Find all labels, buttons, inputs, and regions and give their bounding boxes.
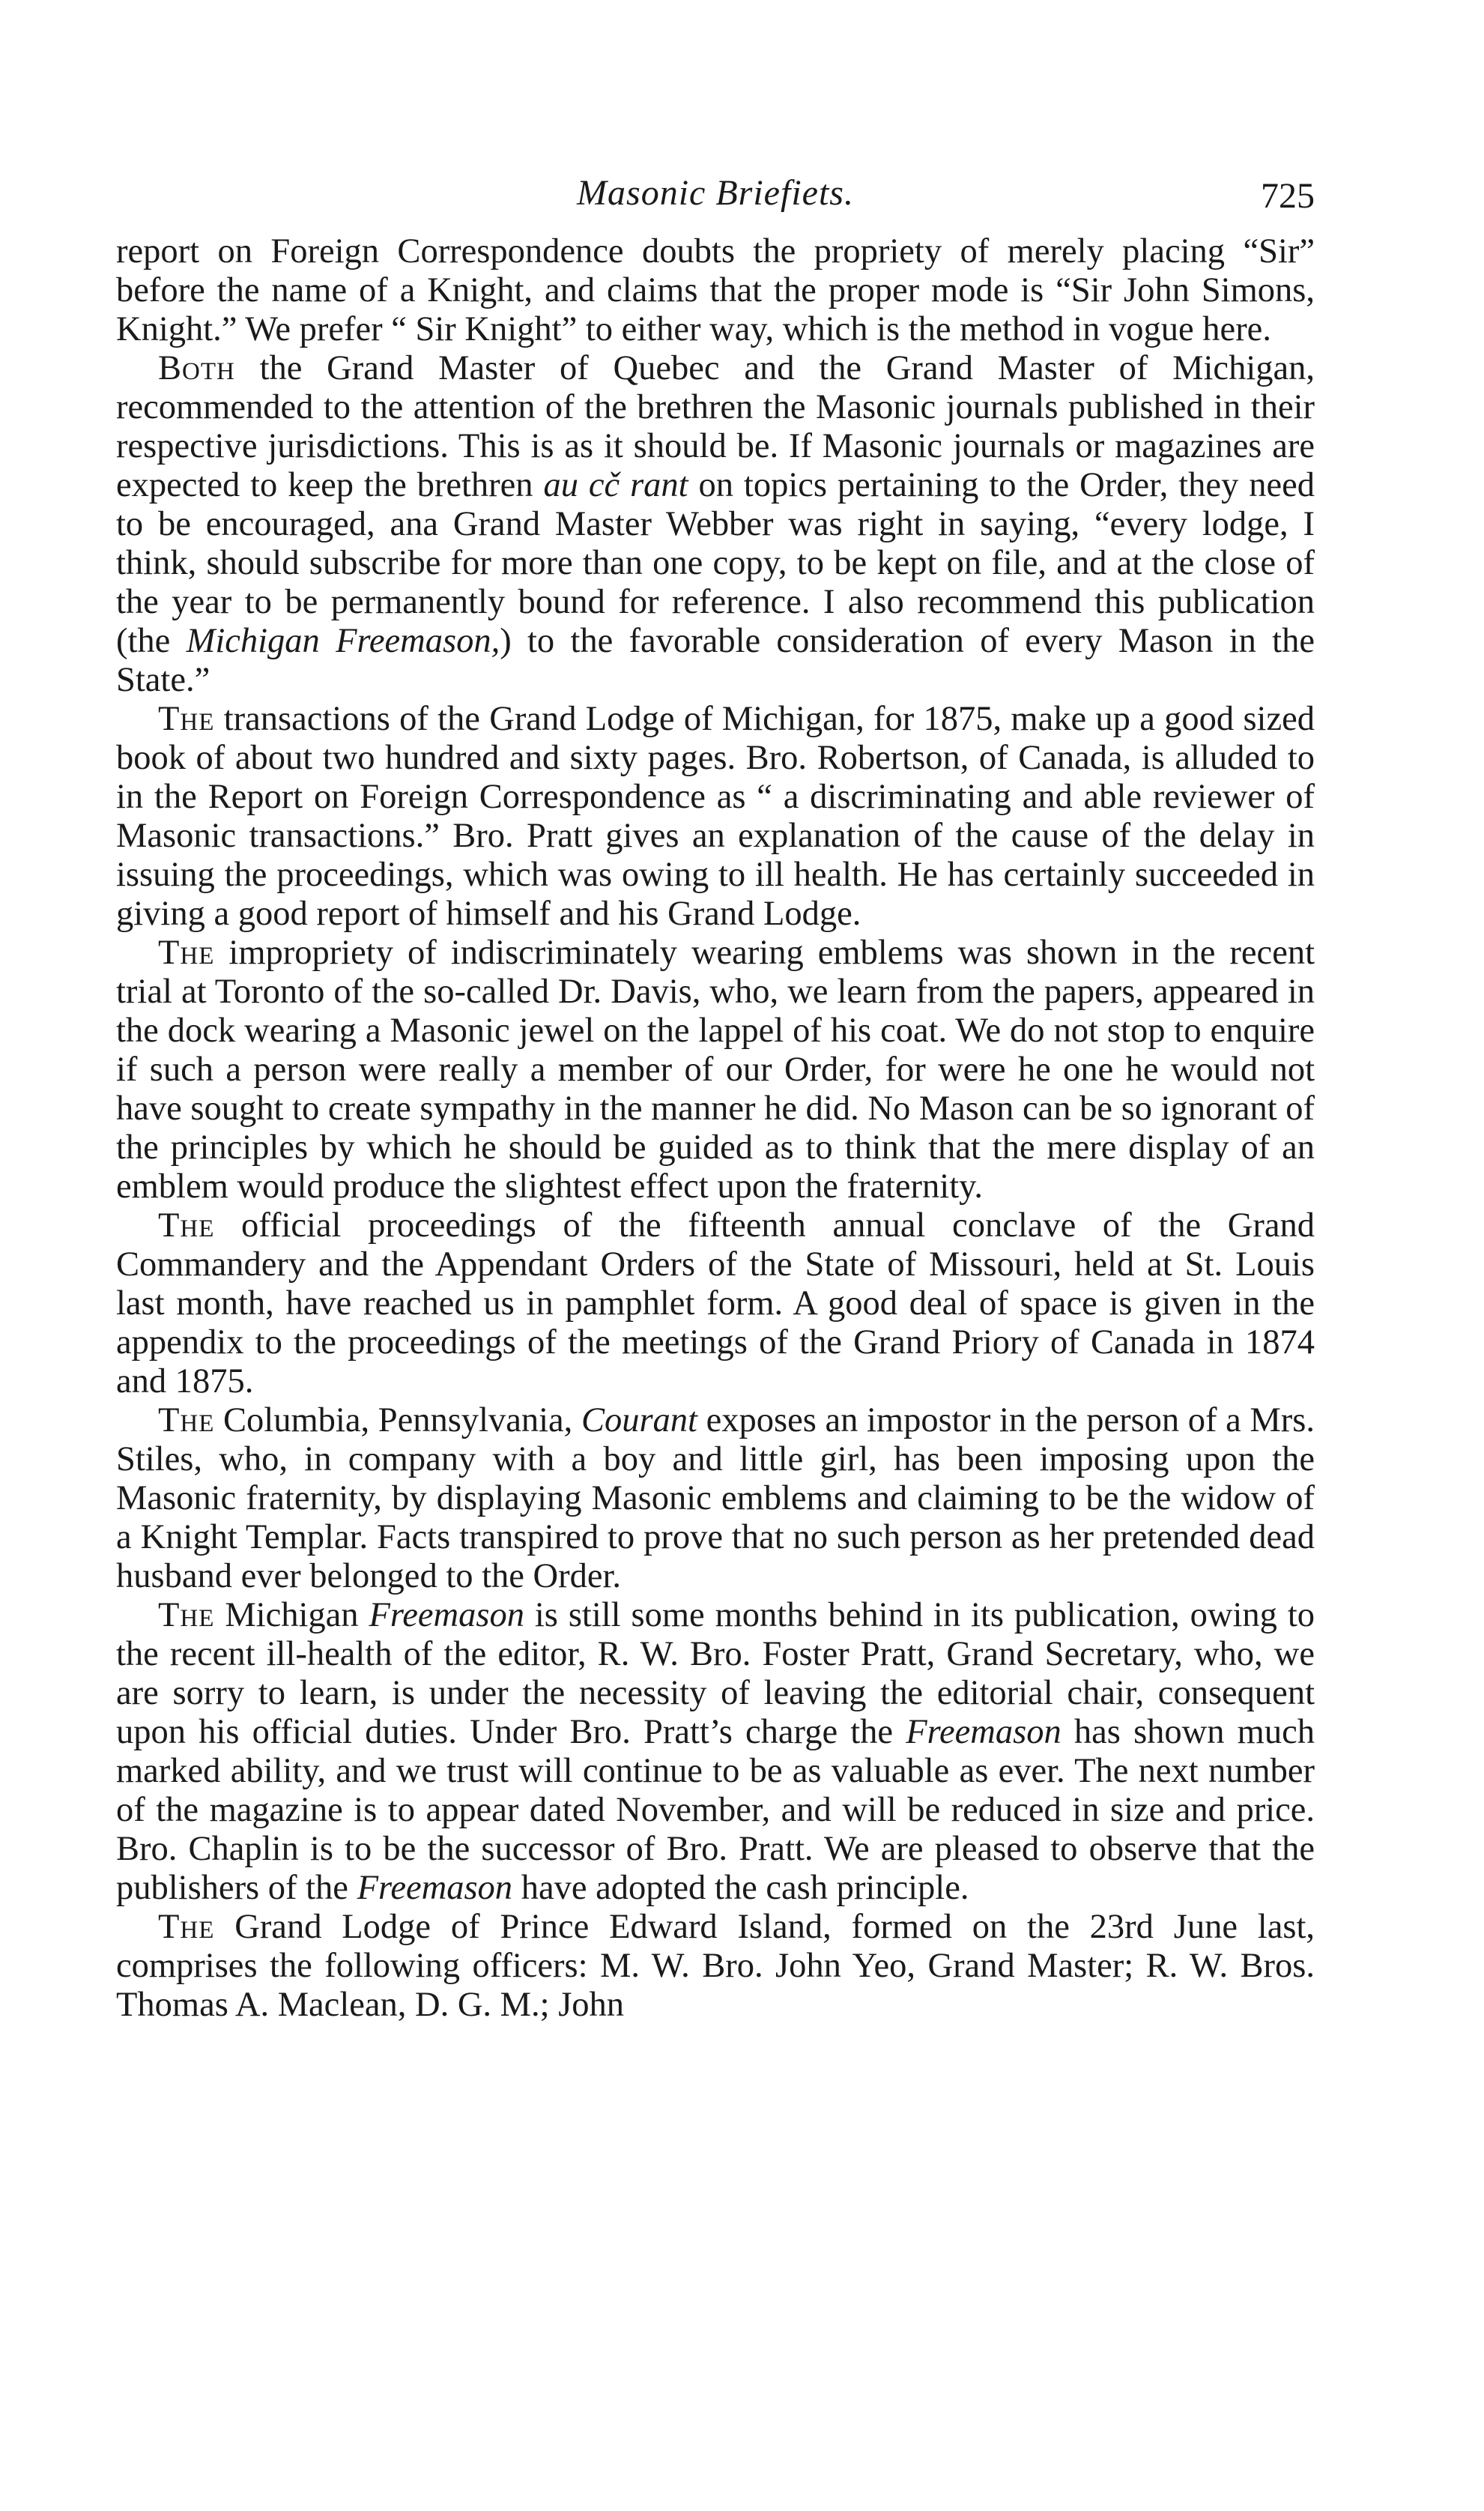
running-head xyxy=(116,172,1315,232)
paragraph-text: transactions of the Grand Lodge of Michigan, for 1875, make up a good sized book of about two hundred and sixty pages. Bro. Robertson, of Canada, is alluded to in the Report on Foreign Correspondence as “ a discriminating and able reviewer of Masonic transactions.” Bro. Pratt gives an explanation of the cause of the delay in issuing the proceedings, which was owing to ill health. He has certainly succeeded in giving a good report of himself and his Grand Lodge. xyxy=(116,700,1315,933)
paragraph-text: the Grand Master of Quebec and the Grand Master of Michigan, recommended to the attention of the brethren the Masonic journals published in their respective jurisdictions. This is as it should be. If Masonic journals or magazines are expected to keep the brethren xyxy=(116,349,1315,504)
paragraph-text: have adopted the cash principle. xyxy=(512,1869,969,1907)
paragraph xyxy=(116,700,1315,934)
paragraph-lead-word: The xyxy=(158,934,215,972)
paragraph-lead-word: The xyxy=(158,1596,215,1634)
paragraph xyxy=(116,1206,1315,1401)
italic-text: au cč rant xyxy=(543,466,688,504)
paragraph xyxy=(116,934,1315,1206)
paragraph-text: Michigan xyxy=(214,1596,369,1634)
paragraph-text: official proceedings of the fifteenth annual conclave of the Grand Commandery and the Appendant Orders of the State of Missouri, held at St. Louis last month, have reached us in pamphlet form. A good deal of space is given in the appendix to the proceedings of the meetings of the Grand Priory of Canada in 1874 and 1875. xyxy=(116,1206,1315,1400)
paragraph-text: ) to the favorable consideration of every Mason in the State.” xyxy=(116,622,1315,699)
paragraph-text: impropriety of indiscriminately wearing emblems was shown in the recent trial at Toronto of the so-called Dr. Davis, who, we learn from the papers, appeared in the dock wearing a Masonic jewel on the lappel of his coat. We do not stop to enquire if such a person were really a member of our Order, for were he one he would not have sought to create sympathy in the manner he did. No Mason can be so ignorant of the principles by which he should be guided as to think that the mere display of an emblem would produce the slightest effect upon the fraternity. xyxy=(116,934,1315,1206)
body-text xyxy=(116,232,1315,2025)
paragraph xyxy=(116,1908,1315,2025)
paragraph-text: Columbia, Pennsylvania, xyxy=(214,1401,581,1439)
paragraph-text: Grand Lodge of Prince Edward Island, formed on the 23rd June last, comprises the following officers: M. W. Bro. John Yeo, Grand Master; R. W. Bros. Thomas A. Maclean, D. G. M.; John xyxy=(116,1908,1315,2024)
paragraph-text: exposes an impostor in the person of a Mrs. Stiles, who, in company with a boy and little girl, has been imposing upon the Masonic fraternity, by displaying Masonic emblems and claiming to be the widow of a Knight Templar. Facts transpired to prove that no such person as her pretended dead husband ever belonged to the Order. xyxy=(116,1401,1315,1595)
paragraph-lead-word: The xyxy=(158,1401,215,1439)
italic-text: Michigan Freemason, xyxy=(186,622,500,660)
italic-text: Courant xyxy=(581,1401,697,1439)
italic-text: Freemason xyxy=(369,1596,524,1634)
paragraph-lead-word: Both xyxy=(158,349,235,387)
page-number: 725 xyxy=(1261,176,1315,216)
paragraph-text: on topics pertaining to the Order, they need to be encouraged, ana Grand Master Webber was right in saying, “every lodge, I think, should subscribe for more than one copy, to be kept on file, and at the close of the year to be permanently bound for reference. I also recommend this publication (the xyxy=(116,466,1315,660)
italic-text: Freemason xyxy=(906,1713,1061,1751)
paragraph-lead-word: The xyxy=(158,700,215,738)
paragraph xyxy=(116,1401,1315,1596)
paragraph xyxy=(116,349,1315,700)
paragraph-text: is still some months behind in its publication, owing to the recent ill-health of the editor, R. W. Bro. Foster Pratt, Grand Secretary, who, we are sorry to learn, is under the necessity of leaving the editorial chair, consequent upon his official duties. Under Bro. Pratt’s charge the xyxy=(116,1596,1315,1751)
paragraph-lead-word: The xyxy=(158,1206,215,1245)
paragraph-text: report on Foreign Correspondence doubts the propriety of merely placing “Sir” before the name of a Knight, and claims that the proper mode is “Sir John Simons, Knight.” We prefer “ Sir Knight” to either way, which is the method in vogue here. xyxy=(116,232,1315,348)
italic-text: Freemason xyxy=(357,1869,513,1907)
running-title: Masonic Briefiets. xyxy=(577,173,854,213)
paragraph-text: has shown much marked ability, and we trust will continue to be as valuable as ever. The next number of the magazine is to appear dated November, and will be reduced in size and price. Bro. Chaplin is to be the successor of Bro. Pratt. We are pleased to observe that the publishers of the xyxy=(116,1713,1315,1907)
book-page xyxy=(116,172,1315,2025)
paragraph xyxy=(116,232,1315,349)
paragraph xyxy=(116,1596,1315,1908)
paragraph-lead-word: The xyxy=(158,1908,215,1946)
